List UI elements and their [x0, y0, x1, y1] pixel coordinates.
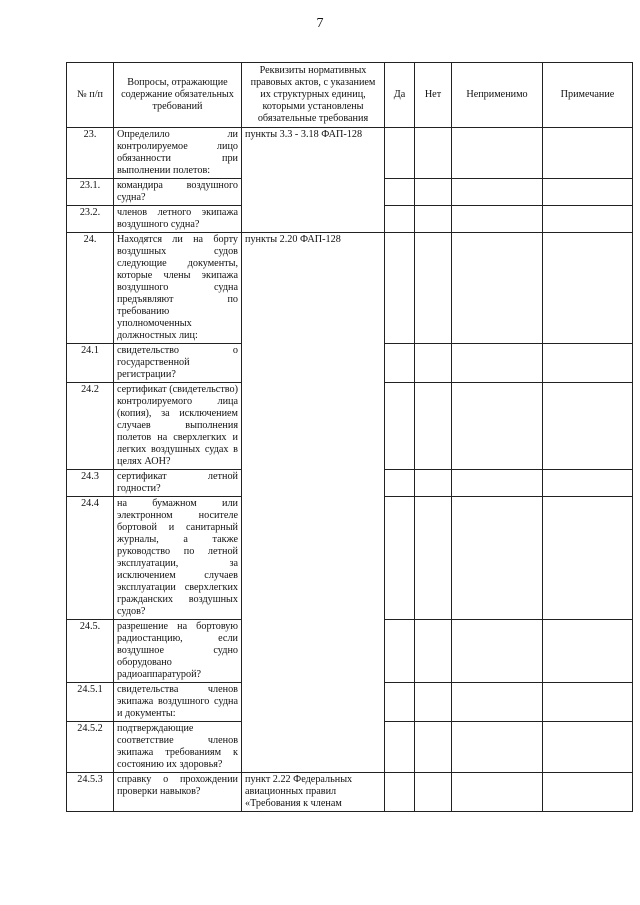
cell-not-applicable — [452, 233, 543, 344]
cell-note — [543, 722, 633, 773]
row-number: 24.3 — [67, 470, 114, 497]
header-not-applicable: Неприменимо — [452, 63, 543, 128]
cell-note — [543, 470, 633, 497]
row-number: 24.1 — [67, 344, 114, 383]
cell-yes — [385, 470, 415, 497]
cell-not-applicable — [452, 773, 543, 812]
cell-no — [415, 773, 452, 812]
cell-yes — [385, 128, 415, 179]
cell-yes — [385, 206, 415, 233]
row-question: членов летного экипажа воздушного судна? — [114, 206, 242, 233]
cell-no — [415, 497, 452, 620]
row-number: 24.5.2 — [67, 722, 114, 773]
row-number: 24.5.3 — [67, 773, 114, 812]
row-number: 24.4 — [67, 497, 114, 620]
cell-yes — [385, 722, 415, 773]
cell-not-applicable — [452, 470, 543, 497]
cell-not-applicable — [452, 128, 543, 179]
cell-not-applicable — [452, 344, 543, 383]
row-question: сертификат летной годности? — [114, 470, 242, 497]
row-question: свидетельства членов экипажа воздушного судна и документы: — [114, 683, 242, 722]
cell-no — [415, 233, 452, 344]
row-question: сертификат (свидетельство) контролируемого лица (копия), за исключением случаев выполнения полетов на сверхлегких и легких воздушных судах в целях АОН? — [114, 383, 242, 470]
row-question: на бумажном или электронном носителе бортовой и санитарный журналы, а также руководство по летной эксплуатации, за исключением случаев эксплуатации сверхлегких гражданских воздушных судов? — [114, 497, 242, 620]
cell-yes — [385, 344, 415, 383]
cell-not-applicable — [452, 620, 543, 683]
row-question: Определило ли контролируемое лицо обязанности при выполнении полетов: — [114, 128, 242, 179]
cell-yes — [385, 683, 415, 722]
cell-no — [415, 620, 452, 683]
cell-no — [415, 179, 452, 206]
table-row — [67, 233, 633, 344]
cell-note — [543, 620, 633, 683]
cell-note — [543, 344, 633, 383]
row-question: командира воздушного судна? — [114, 179, 242, 206]
cell-yes — [385, 179, 415, 206]
row-number: 24.5.1 — [67, 683, 114, 722]
row-question: разрешение на бортовую радиостанцию, если воздушное судно оборудовано радиоаппаратурой? — [114, 620, 242, 683]
cell-yes — [385, 497, 415, 620]
row-question: подтверждающие соответствие членов экипажа требованиям к состоянию их здоровья? — [114, 722, 242, 773]
cell-not-applicable — [452, 179, 543, 206]
cell-not-applicable — [452, 683, 543, 722]
row-number: 24.2 — [67, 383, 114, 470]
row-requisites: пункты 2.20 ФАП-128 — [242, 233, 385, 773]
header-question: Вопросы, отражающие содержание обязательных требований — [114, 63, 242, 128]
cell-yes — [385, 233, 415, 344]
cell-note — [543, 773, 633, 812]
header-number: № п/п — [67, 63, 114, 128]
cell-note — [543, 179, 633, 206]
table-row — [67, 773, 633, 812]
row-requisites: пункт 2.22 Федеральных авиационных правил «Требования к членам — [242, 773, 385, 812]
cell-no — [415, 344, 452, 383]
cell-note — [543, 233, 633, 344]
row-question: свидетельство о государственной регистрации? — [114, 344, 242, 383]
header-note: Примечание — [543, 63, 633, 128]
cell-no — [415, 683, 452, 722]
cell-no — [415, 383, 452, 470]
cell-not-applicable — [452, 497, 543, 620]
cell-yes — [385, 773, 415, 812]
header-requisites: Реквизиты нормативных правовых актов, с указанием их структурных единиц, которыми установлены обязательные требования — [242, 63, 385, 128]
page-number: 7 — [316, 16, 324, 31]
row-requisites: пункты 3.3 - 3.18 ФАП-128 — [242, 128, 385, 233]
cell-no — [415, 722, 452, 773]
cell-note — [543, 383, 633, 470]
table-header-row — [67, 63, 633, 128]
row-number: 23.1. — [67, 179, 114, 206]
row-number: 24.5. — [67, 620, 114, 683]
cell-note — [543, 497, 633, 620]
table-row — [67, 128, 633, 179]
row-question: Находятся ли на борту воздушных судов следующие документы, которые члены экипажа воздушного судна предъявляют по требованию уполномоченных должностных лиц: — [114, 233, 242, 344]
row-number: 23.2. — [67, 206, 114, 233]
cell-no — [415, 128, 452, 179]
header-no: Нет — [415, 63, 452, 128]
cell-no — [415, 470, 452, 497]
cell-no — [415, 206, 452, 233]
row-question: справку о прохождении проверки навыков? — [114, 773, 242, 812]
checklist-table — [66, 62, 633, 812]
cell-yes — [385, 383, 415, 470]
row-number: 23. — [67, 128, 114, 179]
cell-not-applicable — [452, 206, 543, 233]
cell-note — [543, 128, 633, 179]
cell-not-applicable — [452, 722, 543, 773]
cell-not-applicable — [452, 383, 543, 470]
cell-note — [543, 206, 633, 233]
header-yes: Да — [385, 63, 415, 128]
row-number: 24. — [67, 233, 114, 344]
cell-yes — [385, 620, 415, 683]
cell-note — [543, 683, 633, 722]
